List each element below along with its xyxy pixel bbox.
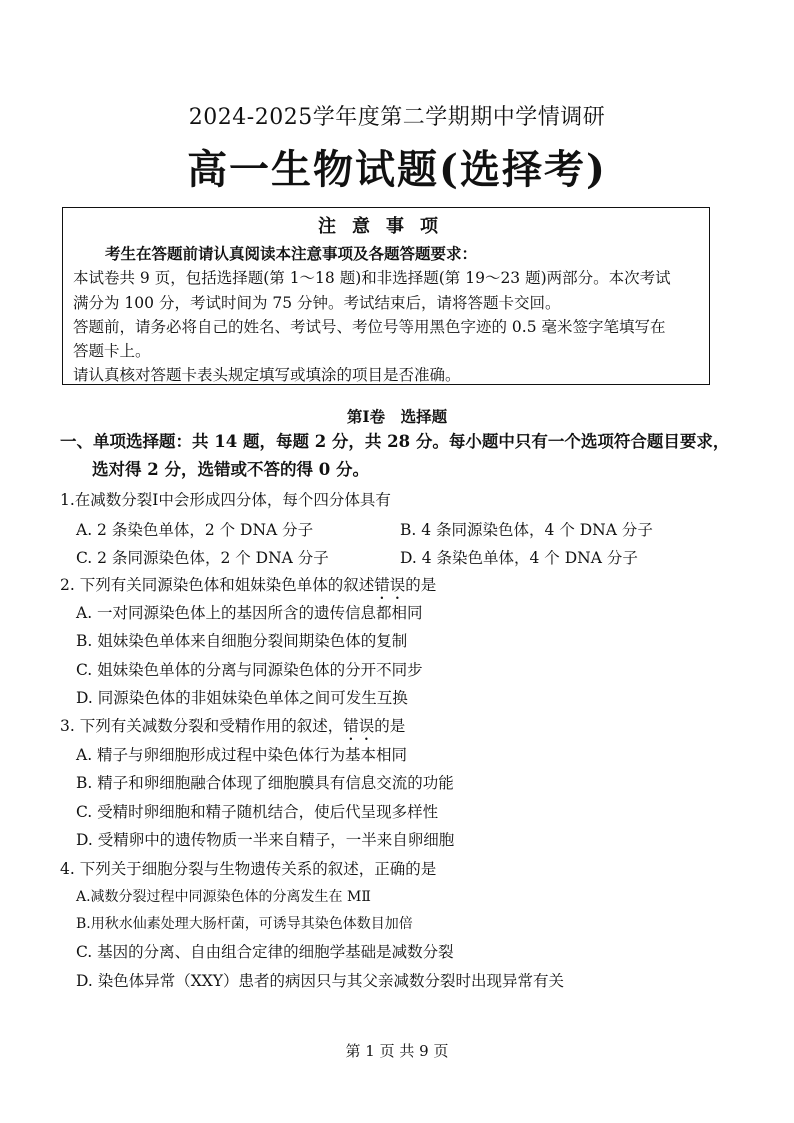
question-4-stem: 4. 下列关于细胞分裂与生物遗传关系的叙述，正确的是: [60, 860, 437, 878]
question-3-option-a: A. 精子与卵细胞形成过程中染色体行为基本相同: [76, 746, 408, 764]
question-2-stem: [60, 573, 436, 603]
question-2-option-d: D. 同源染色体的非姐妹染色单体之间可发生互换: [76, 689, 408, 707]
question-1-option-c: C. 2 条同源染色体，2 个 DNA 分子: [76, 549, 329, 567]
question-3-option-c: C. 受精时卵细胞和精子随机结合，使后代呈现多样性: [76, 803, 439, 821]
question-3-emphasis: 错误: [343, 717, 375, 735]
exam-title: 高一生物试题(选择考): [187, 146, 607, 193]
notice-intro: 考生在答题前请认真阅读本注意事项及各题答题要求：: [105, 244, 478, 263]
question-3-stem: [60, 714, 405, 744]
question-2-option-c: C. 姐妹染色单体的分离与同源染色体的分开不同步: [76, 661, 423, 679]
notice-line-4: 答题卡上。: [73, 342, 151, 360]
question-2-emphasis: 错误: [374, 576, 406, 594]
part-heading-continued: 选对得 2 分，选错或不答的得 0 分。: [92, 460, 369, 479]
question-3-option-d: D. 受精卵中的遗传物质一半来自精子，一半来自卵细胞: [76, 831, 455, 849]
exam-subtitle: 2024-2025学年度第二学期期中学情调研: [188, 105, 606, 130]
question-4-option-a: A.减数分裂过程中同源染色体的分离发生在 MⅡ: [76, 889, 371, 905]
question-2-stem-end: 的是: [405, 576, 437, 594]
question-3-option-b: B. 精子和卵细胞融合体现了细胞膜具有信息交流的功能: [76, 774, 454, 792]
notice-title: 注意事项: [318, 216, 454, 237]
page-number: 第 1 页 共 9 页: [345, 1042, 449, 1060]
question-1-option-a: A. 2 条染色单体，2 个 DNA 分子: [76, 521, 314, 539]
notice-box: [62, 207, 710, 385]
question-4-option-b: B.用秋水仙素处理大肠杆菌，可诱导其染色体数目加倍: [76, 916, 413, 932]
question-1-option-d: D. 4 条染色单体，4 个 DNA 分子: [400, 549, 638, 567]
question-2-stem-text: 2. 下列有关同源染色体和姐妹染色单体的叙述: [60, 576, 375, 594]
question-2-option-b: B. 姐妹染色单体来自细胞分裂间期染色体的复制: [76, 632, 408, 650]
question-3-stem-text: 3. 下列有关减数分裂和受精作用的叙述，: [60, 717, 344, 735]
question-1-option-b: B. 4 条同源染色体，4 个 DNA 分子: [400, 521, 653, 539]
notice-line-1: 本试卷共 9 页，包括选择题(第 1～18 题)和非选择题(第 19～23 题)两部分。本次考试: [73, 269, 671, 287]
question-3-stem-end: 的是: [374, 717, 406, 735]
section-title: 第Ⅰ卷 选择题: [346, 407, 448, 426]
question-4-option-c: C. 基因的分离、自由组合定律的细胞学基础是减数分裂: [76, 943, 454, 961]
notice-line-2: 满分为 100 分，考试时间为 75 分钟。考试结束后，请将答题卡交回。: [73, 294, 561, 312]
notice-line-5: 请认真核对答题卡表头规定填写或填涂的项目是否准确。: [73, 366, 461, 384]
part-heading: 一、单项选择题：共 14 题，每题 2 分，共 28 分。每小题中只有一个选项符合题目要求，: [60, 432, 730, 451]
notice-line-3: 答题前，请务必将自己的姓名、考试号、考位号等用黑色字迹的 0.5 毫米签字笔填写在: [73, 318, 666, 336]
question-2-option-a: A. 一对同源染色体上的基因所含的遗传信息都相同: [76, 604, 423, 622]
question-4-option-d: D. 染色体异常（XXY）患者的病因只与其父亲减数分裂时出现异常有关: [76, 972, 565, 990]
question-1-stem: 1.在减数分裂Ⅰ中会形成四分体，每个四分体具有: [60, 491, 391, 509]
